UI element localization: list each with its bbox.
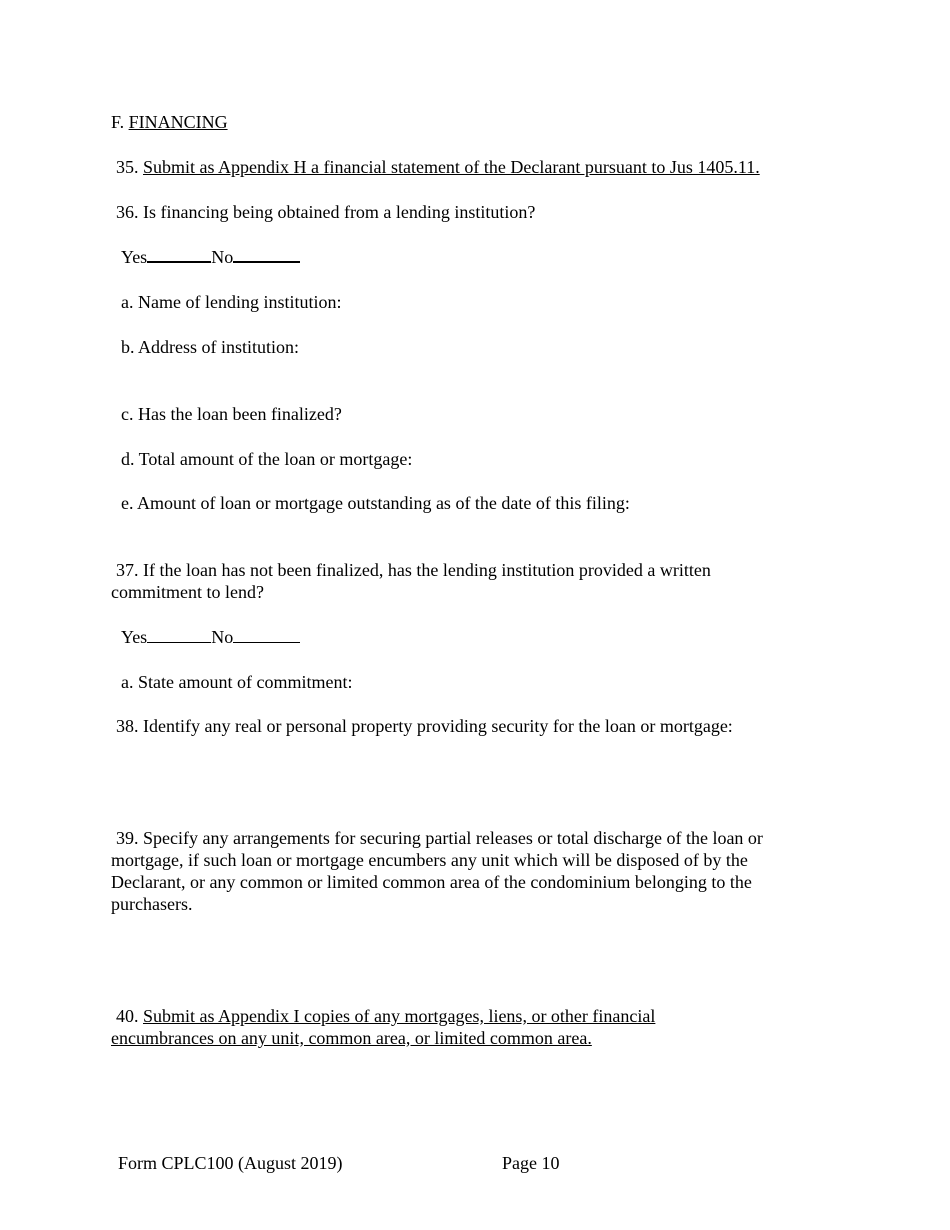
question-40-text: Submit as Appendix I copies of any mortgages, liens, or other financial bbox=[143, 1006, 656, 1026]
question-40-line-2: encumbrances on any unit, common area, or limited common area. bbox=[111, 1028, 592, 1048]
question-39-line-2: mortgage, if such loan or mortgage encumbers any unit which will be disposed of by the bbox=[111, 850, 748, 870]
question-36-yes-no bbox=[121, 246, 300, 268]
question-37-text: If the loan has not been finalized, has the lending institution provided a written bbox=[143, 560, 711, 580]
question-36c: c. Has the loan been finalized? bbox=[121, 404, 342, 424]
yes-label: Yes bbox=[121, 247, 148, 267]
question-37-number: 37. bbox=[116, 560, 139, 580]
question-37-line-1 bbox=[116, 559, 711, 581]
footer-page-number: Page 10 bbox=[502, 1153, 560, 1173]
question-38-number: 38. bbox=[116, 716, 139, 736]
yes-answer-field[interactable] bbox=[147, 641, 211, 643]
question-36a: a. Name of lending institution: bbox=[121, 292, 342, 312]
question-36b: b. Address of institution: bbox=[121, 337, 300, 357]
question-35 bbox=[116, 156, 760, 178]
yes-label: Yes bbox=[121, 627, 148, 647]
section-title: FINANCING bbox=[128, 112, 228, 132]
question-39-number: 39. bbox=[116, 828, 139, 848]
question-36-text: Is financing being obtained from a lending institution? bbox=[143, 202, 536, 222]
question-36e: e. Amount of loan or mortgage outstanding as of the date of this filing: bbox=[121, 493, 630, 513]
section-prefix: F. bbox=[111, 112, 125, 132]
question-40-number: 40. bbox=[116, 1006, 139, 1026]
question-36-number: 36. bbox=[116, 202, 139, 222]
question-39-line-1 bbox=[116, 827, 763, 849]
no-answer-field[interactable] bbox=[233, 260, 300, 263]
footer-form-id: Form CPLC100 (August 2019) bbox=[118, 1153, 343, 1173]
question-39-line-3: Declarant, or any common or limited common area of the condominium belonging to the bbox=[111, 872, 752, 892]
question-35-number: 35. bbox=[116, 157, 139, 177]
section-heading bbox=[111, 111, 228, 133]
question-38-text: Identify any real or personal property providing security for the loan or mortgage: bbox=[143, 716, 733, 736]
question-37-line-2: commitment to lend? bbox=[111, 582, 264, 602]
question-40-line-1 bbox=[116, 1005, 655, 1027]
question-38 bbox=[116, 715, 733, 737]
question-37a: a. State amount of commitment: bbox=[121, 672, 353, 692]
question-35-text: Submit as Appendix H a financial statement of the Declarant pursuant to Jus 1405.11. bbox=[143, 157, 760, 177]
question-39-line-4: purchasers. bbox=[111, 894, 193, 914]
no-label: No bbox=[211, 627, 234, 647]
no-label: No bbox=[211, 247, 234, 267]
question-39-text: Specify any arrangements for securing partial releases or total discharge of the loan or bbox=[143, 828, 763, 848]
no-answer-field[interactable] bbox=[233, 641, 300, 643]
yes-answer-field[interactable] bbox=[147, 260, 211, 263]
question-36 bbox=[116, 201, 535, 223]
question-36d: d. Total amount of the loan or mortgage: bbox=[121, 449, 413, 469]
question-37-yes-no bbox=[121, 626, 300, 648]
